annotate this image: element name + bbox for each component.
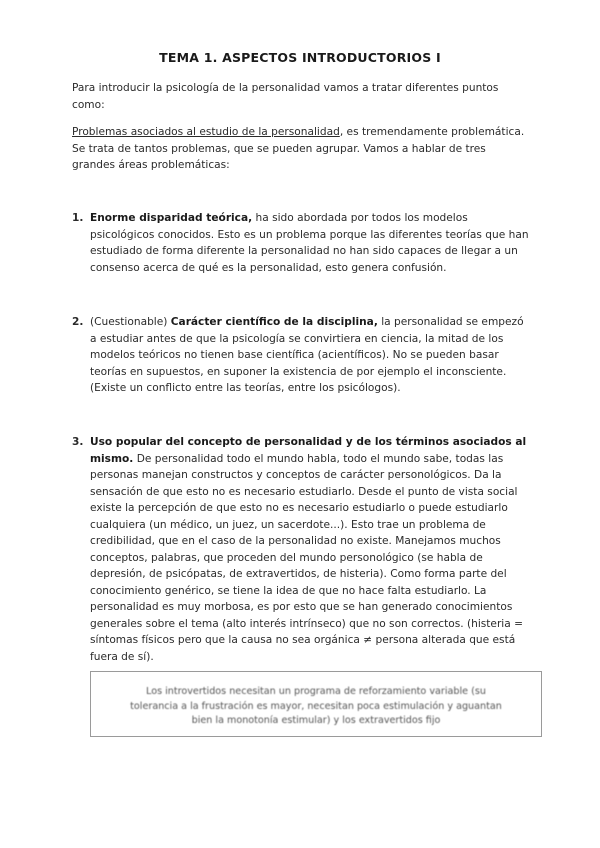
item-number: 2.	[72, 316, 84, 328]
item-number: 3.	[72, 436, 84, 448]
areas-paragraph	[72, 124, 532, 174]
item-text: la personalidad se empezó a estudiar antes de que la psicología se convirtiera en ciencia, la mitad de los modelos teóricos no tienen base científica (acientíficos). No se pueden basar teorías en supuestos, en suponer la existencia de por ejemplo el inconsciente. (Existe un conflicto entre las teorías, entre los psicólogos).	[90, 316, 524, 394]
item-number: 1.	[72, 212, 84, 224]
item-heading: Carácter científico de la disciplina,	[170, 316, 378, 328]
areas-underlined-text: Problemas asociados al estudio de la personalidad	[72, 126, 340, 138]
areas-rest-text: , es tremendamente problemática. Se trata de tantos problemas, que se pueden agrupar. Vamos a hablar de tres grandes áreas problemáticas:	[72, 126, 525, 171]
item-body	[90, 210, 532, 276]
page-title: TEMA 1. ASPECTOS INTRODUCTORIOS I	[159, 50, 441, 65]
item-prefix: (Cuestionable)	[90, 316, 171, 328]
item-heading: Enorme disparidad teórica,	[90, 212, 253, 224]
intro-paragraph: Para introducir la psicología de la personalidad vamos a tratar diferentes puntos como:	[72, 82, 499, 111]
list-item	[72, 210, 532, 276]
list-item	[72, 434, 532, 665]
list-item	[72, 314, 532, 397]
item-body	[90, 434, 532, 665]
item-text: ha sido abordada por todos los modelos psicológicos conocidos. Esto es un problema porque las diferentes teorías que han estudiado de forma diferente la personalidad no han sido capaces de llegar a un consenso acerca de qué es la personalidad, esto genera confusión.	[90, 212, 529, 274]
item-text: De personalidad todo el mundo habla, todo el mundo sabe, todas las personas manejan constructos y conceptos de carácter personológicos. Da la sensación de que esto no es necesario estudiarlo. Desde el punto de vista social existe la percepción de que esto no es necesario estudiarlo o puede estudiarlo cualquiera (un médico, un juez, un sacerdote...). Esto trae un problema de credibilidad, que en el caso de la personalidad no existe. Manejamos muchos conceptos, palabras, que proceden del mundo personológico (se habla de depresión, de psicópatas, de extravertidos, de histeria). Como forma parte del conocimiento genérico, se tiene la idea de que no hace falta estudiarlo. La personalidad es muy morbosa, es por esto que se han generado conocimientos generales sobre el tema (alto interés intrínseco) que no son correctos. (histeria = síntomas físicos pero que la causa no sea orgánica ≠ persona alterada que está fuera de sí).	[90, 452, 523, 663]
item-body	[90, 314, 532, 397]
item-heading: Uso popular del concepto de personalidad y de los términos asociados al mismo.	[90, 436, 527, 465]
note-text: Los introvertidos necesitan un programa de reforzamiento variable (su tolerancia a la frustración es mayor, necesitan poca estimulación y aguantan bien la monotonía estimular) y los extravertidos fijo	[130, 686, 502, 726]
